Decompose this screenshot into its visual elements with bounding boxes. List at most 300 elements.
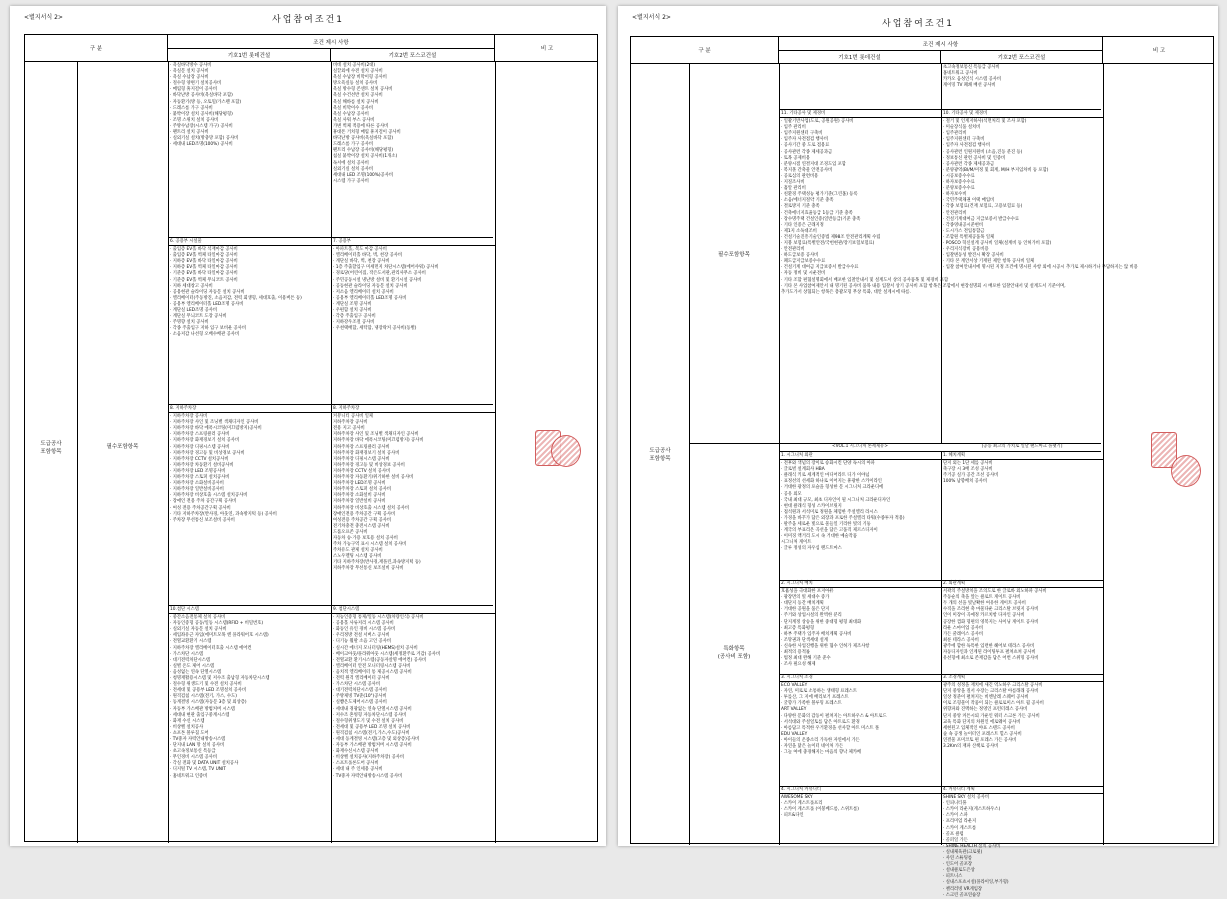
list-item: · 골퍼일 가든 [943,837,968,843]
seal-stamp [1171,455,1201,487]
list-item: · 자동 정비 및 시운전비 [781,271,826,277]
list-item: 실끝외에 수전 설치 공사비 [333,69,383,75]
list-item: 최룬 테라스 공사비 [943,637,979,643]
list-item: · 대기전력차단시스템 [170,657,211,663]
list-item: · 기타 지하주차장(반사경, 아웃연, 과속방지턱 등) 공사비 [170,511,277,517]
list-item: 지하주차장 자동환기/위기하한 설비 공사비 [333,475,414,481]
list-item: · 지하주차장 디핑시스템 공사비 [170,444,230,450]
list-item: · 지하 세대창고 공사비 [170,283,213,289]
col-divider [495,61,496,843]
list-item: · 입주지원센터 구축비 [943,137,985,143]
list-item: · 각종 주출입구 지하 입구 보비운 공사비 [170,326,246,332]
list-item: · 붙박이장 설치 공사비(해당평형) [170,111,233,117]
list-item: · 하도급보증 공사비 [781,253,819,259]
list-item: · 장수명주택 건설인증(일반등급)기준 충족 [781,216,861,222]
list-item: · 지하주차장 화재경보기 설치 공사비 [170,438,240,444]
list-item: · 소음저감 나선형 오배수배관 공사비 [170,332,240,338]
list-item: · 대단지 동간 배치계획 [781,601,824,607]
list-item: · 엘리베이터 안전 모니터링시스템 공사비 [333,663,411,669]
section-title: 9. 첨단시스템 [331,607,495,614]
list-item: · 하자보수비 [943,192,967,198]
section-title: 10.첨단 시스템 [168,607,331,614]
list-item: · 우리정방 전설 서버스 공사비 [333,633,390,639]
page-title: 사업참여조건1 [272,15,344,25]
list-item: · 신속한 사업진행을 위한 협수 인허가 제조사항 [781,643,870,649]
list-item: · 흡알 관리비 [781,186,806,192]
list-item: · 공사관련 각종 제세공과금 [781,149,833,155]
list-item: · 공용부 엘리베이터홀 LED조명 공사비 [170,301,244,307]
list-item: · 자동환기(방 등, 오토밀/가스렌 포함) [170,99,242,105]
list-item: · 원격검침 시스템(전기, 가스, 수도) [170,694,237,700]
section-title: 7. 공용부 [331,239,495,246]
list-item: · 청명재활용시스템 및 저수조 출납형 자동차단시스템 [170,676,270,682]
list-item: AWESOME SKY [781,795,813,801]
list-item: · 지하주차장 소화설비공사비 [170,481,224,487]
list-item: · 입주자 사전점검 행사비 [781,137,828,143]
list-item: · 기타 본 계안서상 기재된 제안 항목 공사비 일체 [943,259,1035,265]
form-number: <별지서식 2> [632,14,671,21]
list-item: 기타 지하주차장(반사경,재플린,과속방지턱 등) [333,560,421,566]
row-group-label: 도급공사 포함항목 [40,441,62,455]
list-item: · 글로벌 설계회사 HBA [781,467,825,473]
section-list [333,414,493,572]
list-item: 방오욕실등 설치 공사비 [333,81,378,87]
list-item: 실외기실 설치 공사비 [333,166,374,172]
list-item: 여성전용 주차공간 구획 공사비 [333,517,392,523]
list-item: · 복지몰 간축물 안전공사비 [781,167,833,173]
list-item: · 지하주차장 차동환기 설비공사비 [170,462,234,468]
row-sub-label: 특화항목 (공사비 포함) [717,646,751,660]
list-item: · 입주관리비 [943,131,967,137]
list-item: · 팬트리 설치 공사비 [170,130,209,136]
list-item: · 세대내 경광없는 연속 단열시스템 공사비 [333,706,412,712]
section-cell [941,674,1103,786]
section-title: 8. 지하주차장 [168,406,331,413]
list-item: · 스카이 라운지(게스트하우스) [943,807,1001,813]
section-title: 2. 외관계획 [941,581,1103,588]
list-item: · 거대한 광정의 포슬을 형성한 문 시그니처 크라운디에 [781,485,884,491]
list-item: · 자연을 닮은 놀이터 네이처 가든 [781,744,844,750]
list-item: 전용 지고 공사비 [333,426,365,432]
header-col1: 기호1번 롯데건설 [779,50,941,63]
list-item: · TV중자 자력안내방송시스템 공사비 [333,773,403,779]
list-item: 지하주차장 스프링클러 공사비 [333,444,390,450]
list-item: · 최적의 용적률 [781,650,811,656]
list-item: 공장한 껌화 형편의 영복지는 사이닝 게이트 공사비 [943,619,1039,625]
list-item: · 사연 스튜팅룸 [943,856,973,862]
header-col1: 기호1번 롯데건설 [168,48,331,61]
list-item: · 드레스룸 가구 공사비 [170,105,213,111]
list-item: · 여성 전용 주차공간구획 공사비 [170,505,231,511]
section-title: 1. 혜치계획 [941,453,1103,460]
list-item: 주차유도 관제 설치 공사비 [333,548,383,554]
list-item: · 이미징 액거리 도시 속 거대한 예술작품 [781,534,857,540]
list-item: 욕실 방수형 콘센트 설치 공사비 [333,87,393,93]
list-item: 단지 중앙 커튼시퇴 가운인 워터 스크론 가든 공사비 [943,713,1040,719]
col-divider [77,61,78,843]
list-item: 초고속정보통신 특등급 공사비 [943,65,1000,70]
vol-heading: <VOL.1 시그니처 론세제유> [832,444,888,449]
list-item: · 기준층 EV홀 바닥 타일마감 공사비 [170,271,238,277]
list-item: · 전세대 및 공용부 LED 조명 설치 공사비 [333,724,411,730]
list-item: 커뮤니티 공사비 일체 [333,414,374,420]
list-item: · 실별 온도 제어 시스템 [170,663,215,669]
list-item: 지하주차장 스토퍼 설치 공사비 [333,487,392,493]
list-item: · 베이크아웃/플라워아웃 시스템(세정환주로 겨감) 공사비 [333,651,441,657]
list-item: 가변 벽체 적용에 따른 공사비 [333,123,389,129]
list-item: · 우편함 설치 공사비 [333,308,372,314]
list-item: 시스템 가구 공사비 [333,178,369,184]
list-item: 100% 남향배치 공사비 [943,479,988,485]
list-item: · 초고속정보통신 특등급 [170,749,216,755]
section-cell [168,606,331,842]
header-remarks: 비 고 [540,46,554,52]
list-item: · 공로심의 관련비용 [781,173,819,179]
list-item: · 자동부 가스배관 방범커버 시스템 [170,706,235,712]
list-item: 광주의 성정을 재치에 새긴 역노하우 크리스탈 공사비 [943,683,1043,689]
list-item: 드레스룸 가구 공사비 [333,142,374,148]
list-item: · 저수조 혼빙형 자동차단시스템 공사비 [333,712,407,718]
list-item: · 주명향 설치 공사비 [170,320,209,326]
list-item: · 실외기실 자동문 설치 공사비 [170,627,227,633]
list-item: · 계국의 부표리온 곡선을 담은 고품격 제르스디자이 [781,528,878,534]
list-item: · 공동현관 슬라이딩 자동문 설치 공사비 [333,283,408,289]
list-item: · 챌리러빙 VR게임장 [943,886,983,892]
list-item: 교육 특화 단지의 차원인 에로웨이 공사비 [943,719,1021,725]
list-item: · TV중자 자력안내방송시스템 [170,736,226,742]
list-item: · 국민주택채권 이택 매입비 [943,198,995,204]
list-item: · 국내 최대 규모, 최초 디자인이 될 시그니처 크라운디자인 [781,497,891,503]
row-group-label: 도급공사 포함항목 [649,448,671,462]
header-category: 구 분 [631,37,779,63]
list-item: · 실내스포츠시설(플라이잉,부가형) [943,880,1009,886]
list-item: · 글루 정성의 자우심 랜드트마스 [781,546,842,552]
header-conditions: 조건 제시 사항 [168,35,495,48]
list-item: 전기차충전 충전시스템 공사비 [333,523,390,529]
list-item: · 무인경비 시스템 공사비 [170,755,217,761]
list-item: · 안전관리비 [781,247,805,253]
header-conditions: 조건 제시 사항 [779,37,1103,50]
list-item: · 공사관련 각종 제세공과금 [943,161,995,167]
list-item: · 각층 주출입구 공사비 [333,314,376,320]
list-item: · 거대한 공원을 품은 단지 [781,607,830,613]
list-item: · 지하층 EV홀 벽체 타일마감 공사비 [170,265,238,271]
list-item: · 토목 공제비용 [781,155,811,161]
list-item: · 저소음 엘리베이터 설치 공사비 [333,289,394,295]
list-item: · 가경을 바꾸가 담은 외장과 포로한 주설엘리 타워(수종투자 적용) [781,515,905,521]
list-item: · 절수형위생도기 및 수전 설치 공사비 [333,718,404,724]
list-item: 욕실 해바름 설치 공사비 [333,99,379,105]
list-item: · 욕실문 설치 공사비 [170,69,209,75]
list-item: · 피트니스 [943,874,963,880]
section-cell [168,405,331,605]
list-item: · 조합원 특별제공품목 일체 [943,234,995,240]
header-col2: 기호2번 포스코건설 [941,50,1103,63]
section-cell [331,405,495,605]
list-item: · 기타 조합 편협설명회에서 배포한 입찰안내서 및 설계도서 상의 공사품목 및 제경비 포함 [781,277,949,283]
list-item: · 우리지식장비 공용비용 [943,247,989,253]
section-cell [941,580,1103,674]
list-item: 지하주차장 일반설비 공사비 [333,499,386,505]
list-item: · 조망권과 단색세대 설계 [781,637,828,643]
list-item: · 전열교환환기 시스템 [170,639,212,645]
list-item: 욕실 수납장 공사비 [333,111,369,117]
list-item: · 광장면의 빛 세대수 증가 [781,595,830,601]
list-item: 서곽의 주설방치을 조의도로 한 글로바 외노하파 공사비 [943,589,1047,595]
list-item: · 비상벨 설치공사 [170,724,204,730]
list-item: 숲 속 공생 놀이터인 포레스트 힐스 공사비 [943,731,1022,737]
list-item: · 주방수납장(시스템 가구) 공사비 [170,123,233,129]
list-item: · 지하주차장 사인 및 조닝별 색채디자인 공사비 [170,420,259,426]
list-item: 장애인전용 주차공간 구획 공사비 [333,511,396,517]
list-item: · 조명 스위치 설치 공사비 [170,117,219,123]
list-item: · 음치적 엘리베이터 통 제공시스템 공사비 [333,669,412,675]
list-item: · 각종영내공시준현비 [943,222,984,228]
list-item: · 자동부 가스배관 방범커버 시스템 공사비 [333,743,412,749]
list-item: 연결물 포미코토 편 포레스 가든 공사비 [943,737,1017,743]
list-item: · 현대 클래식 형성 스카이브릿지 [781,503,842,509]
row-sub-label: 필수포함항목 [718,252,750,258]
list-item: · 접석원과 서석미로 정원을 체험한 주설엘리 라시스 [781,509,878,515]
list-item: · 소음/에너지절약 기준 충족 [781,198,834,204]
list-item: · 건설기술진흥기술인증법 제98조 안전관리계획 수립 [781,234,881,240]
section-cell [941,786,1103,898]
list-item: 두 개의 선을 빛날확한 여유한 게이트 공사비 [943,601,1026,607]
list-item: 지하주차장 비상호출 시스템 설치 공사비 [333,505,410,511]
list-item: · 안전관리비 [943,210,967,216]
list-item: · 분양시점 연결지대 조경도입 포함 [781,161,846,167]
list-item: · 건설기계대여금 지급보증서 발급수수료 [943,216,1020,222]
list-item: · 아파트홀, 복도 마감 공사비 [333,247,387,253]
list-item: · 미술장식품 설치비 [943,125,981,131]
list-item: · 전열교환 환기시스템(공동자살명 에어컨) 공사비 [333,657,427,663]
list-item: 팬트리 수납장 공사비(해당평형) [333,148,394,154]
list-item: · 최고층 특화평형 [781,625,815,631]
list-item: · 스카이 게스트롤프리 [781,801,823,807]
list-item: · 지하강우조절 공사비 [333,320,375,326]
list-item: · 지하주차장 일반설비공사비 [170,487,224,493]
list-item: · 실뺨온도제어시스템 공사비 [333,700,387,706]
conditions-table [630,36,1214,898]
list-item: · 공용홀 사류저리 시스템 공사비 [333,621,394,627]
list-item: · 공용부 엘리베이터홀 LED조명 공사비 [333,295,407,301]
section-title: 11. 기타공사 및 제경비 [779,111,941,118]
section-cell [168,238,331,404]
list-item: · 1층 주출할입구 미세먼지 차단시스템(에어샤워) 공사비 [333,265,439,271]
list-item: · 일괄기반사업(도로, 공원공원) 공사비 [781,119,854,125]
list-item: · 출입층 EV홀 바닥 석재마감 공사비 [170,247,238,253]
list-item: · 계단실 LED조명 공사비 [170,308,218,314]
list-item: · 표정선의 선세화 하나로 이어지는 휴광한 스카이라인 [781,479,882,485]
list-item: · 지하주차장 경고등 및 비상경보 공사비 [170,450,245,456]
list-item: · 아이들의 온종소리 가득한 자연에서 가든 [781,737,860,743]
list-item: 휴대폰 거치형 매립 휴지걸이 공사비 [333,130,401,136]
list-item: · 공용현관 슬라이딩 자동문 설치 공사비 [170,289,245,295]
list-item: 수직을 조리현 축 마물다운 크리스탈 브릿지 공사비 [943,607,1039,613]
list-item: 욕실 수납장 비막이형 공사비 [333,75,387,81]
section-title: 4. 커뮤니티 계획 [941,787,1103,794]
list-item: · 실내체육관(크로핏) [943,849,983,855]
feature-sections [779,452,1103,898]
list-item: · 하부 주택가 입주자 배치계획 공사비 [781,631,852,637]
list-item: · 단지계정 상승을 위한 중대형 평형 최대화 [781,619,862,625]
list-item: 가든 쿨레이스 공사비 [943,631,984,637]
list-item: 자동차 승·가용 보호용 설치 공사비 [333,535,398,541]
list-item: 인이 미장이 곡예정 카르치항 다자인 공사비 [943,613,1025,619]
list-item: · SHINE HEALTH 설치 공사비 [943,843,1001,849]
list-item: · 지하층 EV홀 바닥 타일마감 공사비 [170,259,238,265]
list-item: · 기타 본 사업참여제안서 내 명기된 공사비 품목 내용 입찰서 상기 공사비 포함 항목은 조합에서 현장설명회 시 배포한 입찰안내서 및 설계도서 기준이며, [781,283,1066,289]
list-item: · 인도어 골포장 [943,862,973,868]
list-item: · 대기전력차단시스템 공사비 [333,688,387,694]
list-item: · 설내클로도은상 [943,868,975,874]
list-item: · 세입좌유근 자입(에미트모목 엔 플라워어호 시스템) [170,633,269,639]
list-item: 비데 설치 공사비(2대) [333,63,376,68]
section-title: 3. 시그니처 조경 [779,675,941,682]
list-item: · 바닥난방 공사비(욕실바닥 포함) [170,93,233,99]
list-item: · 동계결빙 시스템(자동문 3층 및 외상층) [170,700,247,706]
col-divider [1103,63,1104,845]
list-item: · 계단실 바닥, 벽, 천장 공사비 [333,259,390,265]
list-item: ART VALLEY [781,707,807,713]
section-cell [779,452,941,580]
list-item: · 지붕 보험료(특별안전/국헌현관/장기보험보험료) [781,240,875,246]
list-item: 욕실 사워 부스 공사비 [333,117,375,123]
list-item: · 하자보증수수료 [943,180,975,186]
list-item: · 전세대 및 공용부 LED 조명설치 공사비 [170,688,247,694]
list-item: · 스카이 스파 [943,813,968,819]
list-item: · 주차장 무선통신 보조설비 공사비 [170,517,235,523]
list-item: 호흡성을 극대화한 포지아퓨 [781,589,834,595]
list-item: 세현된고 입체적인 야표 스텐드 공사비 [943,725,1015,731]
list-item: · 지하주차장 공사비 [170,414,208,420]
list-item: · 계단실 무늬코트 도장 공사비 [170,314,227,320]
list-item: · 화재 수신 시스템 [170,718,205,724]
list-item: · 전력 원격 엘리베이터 공사비 [333,676,390,682]
list-item: · 세대내 LED조명(100%) 공사비 [170,142,233,148]
section-cell [779,786,941,845]
section-list [333,247,493,332]
list-item: · 실시간 에너지 모니터링(HEMS)설치 공사비 [333,645,418,651]
list-item: · 아름답고 특적한 우거환경을 선사할 아트 미스트 폴 [781,725,880,731]
list-item: · 지하주차장 비상호출 시스템 설치공사비 [170,493,248,499]
list-item: · 피트&다인 [781,813,804,819]
form-number: <별지서식 2> [24,14,63,21]
section-list [170,414,329,524]
section-cell [941,452,1103,580]
list-item: · 가스차단 시스템 [170,651,204,657]
list-item: 지하주차장 소화설비 공사비 [333,493,386,499]
vol-heading: [공동 최고의 가치로 일날 랜드마크 플랫기] [981,444,1063,449]
list-item: · 자동인증형 공동/일동 시스템(RFID + 비밀번호) [170,621,264,627]
list-item: 단지 중앙을 질서 수장는 크리스탈 아름래래 공사비 [943,689,1039,695]
section-list [331,62,495,236]
list-item: · 입주지원센터 구축비 [781,131,823,137]
header-category: 구 분 [25,35,168,61]
list-item: · 입찰변동성 발견시 확장 공사비 [943,253,1004,259]
list-item: · 철거 및 인계지하사(석면처리 및 조사 포함) [943,119,1027,125]
list-item: · 지하주차장 바닥 에폭시코팅(미끄럼방지)공사비 [170,426,262,432]
list-item: · 욕실 수납장 공사비 [170,75,209,81]
list-item: · 주민공동시설 냉난방 설비 및 환기시설 공사비 [333,277,422,283]
section-list [170,247,329,338]
conditions-table [24,34,598,842]
list-item: · 서석대와 주설얼토를 담은 아트로드 환경 [781,719,860,725]
list-item: 욕실 수건선반 설치 공사비 [333,93,383,99]
list-item: · 그늘 여에 충경해지는 마음의 향낙 체카베 [781,750,862,756]
list-item: 지하주차장 무선통신 보조설비 공사비 [333,566,404,572]
seal-stamp [551,435,581,467]
list-item: · 쇼포톤 블루칩 도어 [170,730,209,736]
list-item: · 전후와 색념의 장이로 승화시킨 단양 독시의 아파 [781,461,875,467]
list-item: 단지 외는 1단 세를 공사비 [943,461,993,467]
list-item: 주차 가능구역 표시 시스템 설치 공사비 [333,542,407,548]
list-item: · 분양광역(BI/M/미정 및 회계, M/H 부지임차비 등 포함) [943,167,1049,173]
list-item: · 도시가스 전입통합금 [943,228,985,234]
list-item: · 조사 필요성 해제 [781,662,816,668]
list-item: · 화재수신시스템 공사비 [333,749,379,755]
list-item: · 굴향가 가족한 블루밍 프레스트 [781,701,842,707]
list-item: · 스크린 골프연습장 [943,892,981,898]
list-item: · 우천택배함, 세탁함, 냉장락커 공사비(동별) [333,326,417,332]
list-item: · 화동인 유인 경비 시스템 공사비 [333,627,396,633]
list-item: · 실외기실 설치(방충망 포함) 공사비 [170,136,239,142]
list-item: · 골프 클럽 [943,831,964,837]
list-item: · 디기능 월팔 소음 고인 공사비 [333,639,392,645]
section-title: 3. 조경계획 [941,675,1103,682]
list-item: · 팔주움 세로운 빛으로 물들일 기리한 빛의 기둥 [781,522,871,528]
section-title: 8. 지하주차장 [331,406,495,413]
page-title: 사업참여조건1 [882,19,954,29]
list-item: 지하주차장 LED조명 공사비 [333,481,386,487]
list-item: · 절수형 위생도기 및 수전 설치 공사비 [170,682,242,688]
list-item: · 엘리베이터(주동방진, 소음저감, 전력 회생형, 세대호출, 이용버튼 등) [170,295,302,301]
section-list [941,64,1103,108]
list-item: 스노우멜팅 시스템 공사비 [333,554,382,560]
list-item: 지하주차장 바닥 에폭시코팅(미끄럼방지) 공사비 [333,438,424,444]
col-divider [689,63,690,845]
list-item: · 폐도급지급보증수수료 [781,259,826,265]
list-item: 3.2Km의 재파 산책로 공사비 [943,744,999,750]
list-item: · 분양보증수수료 [943,186,975,192]
section-cell [779,580,941,674]
section-list [170,615,329,780]
list-item: 주동순의 축을 앞는 클로트 게이트 공사비 [943,595,1021,601]
list-item: · 절수형 양변기 설치공사비 [170,81,222,87]
list-item: · 공사관련 인원지원비 (소음,진동 분진 등) [943,149,1023,155]
list-item: · 시공보증수수료 [943,173,975,179]
section-title: 1. 시그니처 외관 [779,453,941,460]
list-item: · 단지내 LAN 망 설치 공사비 [170,743,225,749]
list-item: · 투를산, 그 지에 배리보거 프레스트 [781,695,849,701]
list-item: · 스카이 게스트룸 [943,825,977,831]
list-item: 게이밍 TV 폐쇄 배선 공사비 [943,83,996,89]
list-item: 위향파와 진맥하는 정영인 프런터레스 공사비 [943,707,1028,713]
list-item: 시그니처 게이트 [781,540,812,546]
list-item: · 기타 인증은 근래지정 [781,222,824,228]
document-page-left [10,6,606,846]
list-item: 지하주차장 사인 및 조닝별 색채디자인 공사비 [333,432,419,438]
list-item: 세대내 LED 조명(100%)공사비 [333,172,393,178]
list-item: · 세대내 현관 출입구중계시스템 [170,712,230,718]
header-col2: 기호2번 포스코건설 [331,48,495,61]
list-item: · 주거와 상업시설의 완벽한 분리 [781,613,842,619]
list-item: · 지질조사비 [781,180,805,186]
list-item: 홈네트워크 공사비 [943,71,978,77]
list-item: · 지하주차장 스프링클러 공사비 [170,432,230,438]
list-item: · 공사기간 중 도로 점용료 [781,143,830,149]
list-item: 지하주차장 디핑시스템 공사비 [333,456,390,462]
